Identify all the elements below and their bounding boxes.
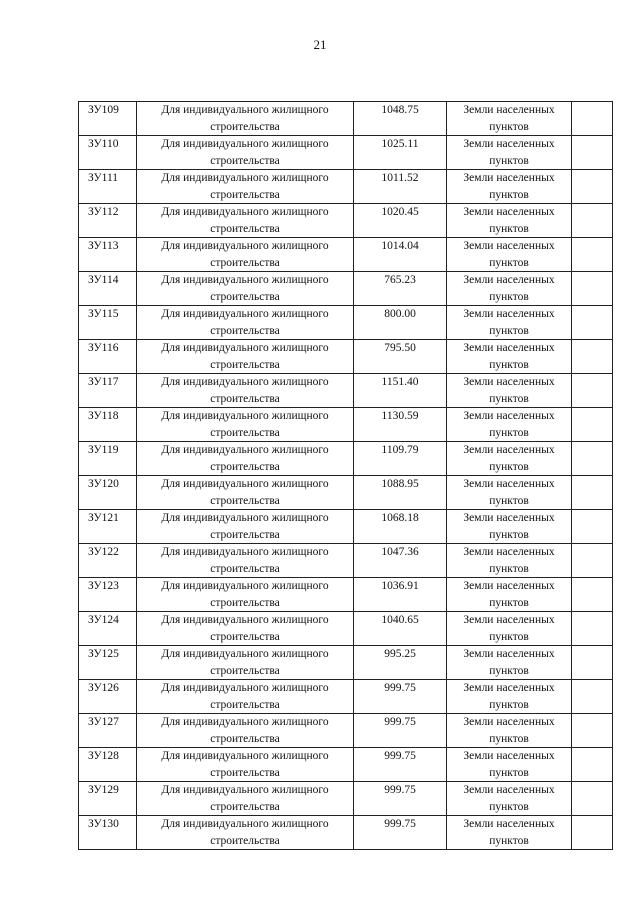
- land-category-line-2: пунктов: [489, 154, 529, 167]
- land-category-line-1: Земли населенных: [463, 444, 555, 456]
- plot-area-cell: 1011.52: [354, 170, 447, 204]
- permitted-use-cell: [137, 816, 354, 850]
- table-row: [79, 170, 613, 204]
- plot-code-cell: ЗУ129: [79, 782, 137, 816]
- empty-cell: [572, 714, 613, 748]
- empty-cell: [572, 544, 613, 578]
- permitted-use-line-2: строительства: [210, 732, 280, 745]
- plot-code-cell: ЗУ113: [79, 238, 137, 272]
- land-category-cell: [447, 544, 572, 578]
- table-row: [79, 680, 613, 714]
- plot-code-cell: ЗУ112: [79, 204, 137, 238]
- land-category-line-1: Земли населенных: [463, 818, 555, 830]
- permitted-use-line-1: Для индивидуального жилищного: [161, 308, 329, 320]
- land-category-cell: [447, 476, 572, 510]
- land-category-cell: [447, 306, 572, 340]
- table-row: [79, 136, 613, 170]
- plot-area-cell: 995.25: [354, 646, 447, 680]
- empty-cell: [572, 816, 613, 850]
- empty-cell: [572, 136, 613, 170]
- permitted-use-line-2: строительства: [210, 528, 280, 541]
- permitted-use-cell: [137, 612, 354, 646]
- land-category-cell: [447, 510, 572, 544]
- empty-cell: [572, 476, 613, 510]
- land-plots-table: [78, 101, 613, 850]
- permitted-use-line-2: строительства: [210, 426, 280, 439]
- empty-cell: [572, 272, 613, 306]
- permitted-use-line-1: Для индивидуального жилищного: [161, 750, 329, 762]
- land-category-line-1: Земли населенных: [463, 240, 555, 252]
- land-category-cell: [447, 578, 572, 612]
- table-row: [79, 238, 613, 272]
- permitted-use-cell: [137, 782, 354, 816]
- land-category-line-2: пунктов: [489, 596, 529, 609]
- land-category-cell: [447, 442, 572, 476]
- permitted-use-cell: [137, 578, 354, 612]
- land-category-cell: [447, 272, 572, 306]
- land-category-line-1: Земли населенных: [463, 138, 555, 150]
- permitted-use-cell: [137, 646, 354, 680]
- plot-area-cell: 1014.04: [354, 238, 447, 272]
- permitted-use-cell: [137, 204, 354, 238]
- land-category-cell: [447, 714, 572, 748]
- table-row: [79, 442, 613, 476]
- land-category-line-2: пунктов: [489, 732, 529, 745]
- table-row: [79, 510, 613, 544]
- permitted-use-line-2: строительства: [210, 222, 280, 235]
- table-row: [79, 272, 613, 306]
- plot-code-cell: ЗУ110: [79, 136, 137, 170]
- table-body: [79, 102, 613, 850]
- permitted-use-line-1: Для индивидуального жилищного: [161, 104, 329, 116]
- land-category-line-1: Земли населенных: [463, 206, 555, 218]
- empty-cell: [572, 340, 613, 374]
- land-category-cell: [447, 238, 572, 272]
- table-row: [79, 646, 613, 680]
- plot-code-cell: ЗУ120: [79, 476, 137, 510]
- permitted-use-line-1: Для индивидуального жилищного: [161, 648, 329, 660]
- land-category-cell: [447, 374, 572, 408]
- permitted-use-cell: [137, 136, 354, 170]
- empty-cell: [572, 578, 613, 612]
- plot-area-cell: 800.00: [354, 306, 447, 340]
- land-category-line-2: пунктов: [489, 494, 529, 507]
- permitted-use-line-1: Для индивидуального жилищного: [161, 716, 329, 728]
- land-category-line-2: пунктов: [489, 392, 529, 405]
- permitted-use-line-2: строительства: [210, 596, 280, 609]
- table-row: [79, 306, 613, 340]
- table-row: [79, 408, 613, 442]
- plot-area-cell: 999.75: [354, 680, 447, 714]
- plot-area-cell: 999.75: [354, 782, 447, 816]
- permitted-use-cell: [137, 714, 354, 748]
- permitted-use-line-2: строительства: [210, 460, 280, 473]
- table-row: [79, 748, 613, 782]
- land-category-line-1: Земли населенных: [463, 172, 555, 184]
- land-category-line-2: пунктов: [489, 120, 529, 133]
- plot-area-cell: 1040.65: [354, 612, 447, 646]
- table-row: [79, 340, 613, 374]
- plot-code-cell: ЗУ122: [79, 544, 137, 578]
- plot-code-cell: ЗУ123: [79, 578, 137, 612]
- permitted-use-cell: [137, 510, 354, 544]
- land-category-line-1: Земли населенных: [463, 614, 555, 626]
- land-category-line-2: пунктов: [489, 630, 529, 643]
- empty-cell: [572, 748, 613, 782]
- plot-code-cell: ЗУ111: [79, 170, 137, 204]
- permitted-use-cell: [137, 272, 354, 306]
- permitted-use-line-2: строительства: [210, 324, 280, 337]
- permitted-use-line-2: строительства: [210, 630, 280, 643]
- plot-area-cell: 1025.11: [354, 136, 447, 170]
- land-category-line-2: пунктов: [489, 698, 529, 711]
- empty-cell: [572, 782, 613, 816]
- land-plots-table-container: [78, 101, 608, 850]
- land-category-line-2: пунктов: [489, 800, 529, 813]
- permitted-use-line-2: строительства: [210, 188, 280, 201]
- permitted-use-line-1: Для индивидуального жилищного: [161, 682, 329, 694]
- plot-area-cell: 999.75: [354, 816, 447, 850]
- land-category-line-2: пунктов: [489, 426, 529, 439]
- permitted-use-line-1: Для индивидуального жилищного: [161, 818, 329, 830]
- plot-code-cell: ЗУ127: [79, 714, 137, 748]
- permitted-use-line-1: Для индивидуального жилищного: [161, 410, 329, 422]
- empty-cell: [572, 170, 613, 204]
- land-category-line-2: пунктов: [489, 256, 529, 269]
- permitted-use-cell: [137, 442, 354, 476]
- permitted-use-cell: [137, 306, 354, 340]
- permitted-use-line-1: Для индивидуального жилищного: [161, 342, 329, 354]
- permitted-use-cell: [137, 748, 354, 782]
- empty-cell: [572, 510, 613, 544]
- permitted-use-cell: [137, 340, 354, 374]
- plot-area-cell: 1109.79: [354, 442, 447, 476]
- plot-code-cell: ЗУ118: [79, 408, 137, 442]
- permitted-use-cell: [137, 544, 354, 578]
- permitted-use-line-2: строительства: [210, 392, 280, 405]
- land-category-line-2: пунктов: [489, 528, 529, 541]
- land-category-cell: [447, 204, 572, 238]
- land-category-line-2: пунктов: [489, 460, 529, 473]
- empty-cell: [572, 442, 613, 476]
- permitted-use-line-2: строительства: [210, 494, 280, 507]
- permitted-use-cell: [137, 374, 354, 408]
- plot-area-cell: 765.23: [354, 272, 447, 306]
- plot-area-cell: 1047.36: [354, 544, 447, 578]
- plot-code-cell: ЗУ119: [79, 442, 137, 476]
- land-category-line-1: Земли населенных: [463, 104, 555, 116]
- land-category-line-1: Земли населенных: [463, 750, 555, 762]
- permitted-use-line-1: Для индивидуального жилищного: [161, 614, 329, 626]
- land-category-line-1: Земли населенных: [463, 682, 555, 694]
- plot-code-cell: ЗУ114: [79, 272, 137, 306]
- permitted-use-cell: [137, 680, 354, 714]
- permitted-use-line-1: Для индивидуального жилищного: [161, 478, 329, 490]
- permitted-use-cell: [137, 102, 354, 136]
- plot-area-cell: 999.75: [354, 714, 447, 748]
- plot-code-cell: ЗУ125: [79, 646, 137, 680]
- plot-area-cell: 1020.45: [354, 204, 447, 238]
- permitted-use-line-2: строительства: [210, 358, 280, 371]
- plot-area-cell: 1088.95: [354, 476, 447, 510]
- plot-area-cell: 1036.91: [354, 578, 447, 612]
- land-category-line-2: пунктов: [489, 358, 529, 371]
- empty-cell: [572, 374, 613, 408]
- land-category-cell: [447, 646, 572, 680]
- permitted-use-line-1: Для индивидуального жилищного: [161, 274, 329, 286]
- land-category-cell: [447, 170, 572, 204]
- table-row: [79, 612, 613, 646]
- plot-area-cell: 1130.59: [354, 408, 447, 442]
- permitted-use-line-1: Для индивидуального жилищного: [161, 512, 329, 524]
- empty-cell: [572, 646, 613, 680]
- plot-code-cell: ЗУ116: [79, 340, 137, 374]
- land-category-line-2: пунктов: [489, 766, 529, 779]
- land-category-cell: [447, 612, 572, 646]
- plot-code-cell: ЗУ126: [79, 680, 137, 714]
- table-row: [79, 714, 613, 748]
- land-category-cell: [447, 748, 572, 782]
- empty-cell: [572, 612, 613, 646]
- land-category-line-1: Земли населенных: [463, 342, 555, 354]
- permitted-use-line-2: строительства: [210, 800, 280, 813]
- plot-code-cell: ЗУ130: [79, 816, 137, 850]
- land-category-line-1: Земли населенных: [463, 376, 555, 388]
- table-row: [79, 544, 613, 578]
- table-row: [79, 374, 613, 408]
- plot-area-cell: 1048.75: [354, 102, 447, 136]
- land-category-line-2: пунктов: [489, 664, 529, 677]
- permitted-use-cell: [137, 238, 354, 272]
- table-row: [79, 102, 613, 136]
- plot-area-cell: 1068.18: [354, 510, 447, 544]
- permitted-use-line-1: Для индивидуального жилищного: [161, 138, 329, 150]
- empty-cell: [572, 408, 613, 442]
- empty-cell: [572, 204, 613, 238]
- land-category-line-2: пунктов: [489, 290, 529, 303]
- land-category-line-1: Земли населенных: [463, 274, 555, 286]
- table-row: [79, 578, 613, 612]
- plot-area-cell: 1151.40: [354, 374, 447, 408]
- land-category-line-1: Земли населенных: [463, 784, 555, 796]
- permitted-use-line-2: строительства: [210, 154, 280, 167]
- land-category-cell: [447, 680, 572, 714]
- land-category-line-2: пунктов: [489, 834, 529, 847]
- permitted-use-line-1: Для индивидуального жилищного: [161, 444, 329, 456]
- permitted-use-line-2: строительства: [210, 834, 280, 847]
- permitted-use-line-2: строительства: [210, 256, 280, 269]
- land-category-line-1: Земли населенных: [463, 648, 555, 660]
- permitted-use-line-2: строительства: [210, 120, 280, 133]
- land-category-line-2: пунктов: [489, 222, 529, 235]
- permitted-use-line-2: строительства: [210, 766, 280, 779]
- plot-code-cell: ЗУ124: [79, 612, 137, 646]
- permitted-use-line-1: Для индивидуального жилищного: [161, 376, 329, 388]
- table-row: [79, 476, 613, 510]
- permitted-use-cell: [137, 170, 354, 204]
- empty-cell: [572, 102, 613, 136]
- land-category-cell: [447, 816, 572, 850]
- permitted-use-line-1: Для индивидуального жилищного: [161, 546, 329, 558]
- permitted-use-line-1: Для индивидуального жилищного: [161, 172, 329, 184]
- plot-code-cell: ЗУ128: [79, 748, 137, 782]
- land-category-cell: [447, 782, 572, 816]
- land-category-line-1: Земли населенных: [463, 478, 555, 490]
- land-category-cell: [447, 408, 572, 442]
- table-row: [79, 782, 613, 816]
- plot-code-cell: ЗУ109: [79, 102, 137, 136]
- permitted-use-cell: [137, 408, 354, 442]
- permitted-use-line-1: Для индивидуального жилищного: [161, 580, 329, 592]
- plot-area-cell: 795.50: [354, 340, 447, 374]
- land-category-line-1: Земли населенных: [463, 410, 555, 422]
- empty-cell: [572, 238, 613, 272]
- land-category-cell: [447, 340, 572, 374]
- plot-code-cell: ЗУ121: [79, 510, 137, 544]
- permitted-use-line-1: Для индивидуального жилищного: [161, 784, 329, 796]
- plot-code-cell: ЗУ115: [79, 306, 137, 340]
- land-category-line-2: пунктов: [489, 324, 529, 337]
- plot-code-cell: ЗУ117: [79, 374, 137, 408]
- plot-area-cell: 999.75: [354, 748, 447, 782]
- land-category-cell: [447, 136, 572, 170]
- land-category-cell: [447, 102, 572, 136]
- land-category-line-2: пунктов: [489, 562, 529, 575]
- table-row: [79, 816, 613, 850]
- permitted-use-line-2: строительства: [210, 698, 280, 711]
- permitted-use-cell: [137, 476, 354, 510]
- table-row: [79, 204, 613, 238]
- land-category-line-1: Земли населенных: [463, 716, 555, 728]
- permitted-use-line-2: строительства: [210, 664, 280, 677]
- permitted-use-line-1: Для индивидуального жилищного: [161, 206, 329, 218]
- land-category-line-1: Земли населенных: [463, 308, 555, 320]
- permitted-use-line-2: строительства: [210, 562, 280, 575]
- permitted-use-line-1: Для индивидуального жилищного: [161, 240, 329, 252]
- land-category-line-1: Земли населенных: [463, 546, 555, 558]
- empty-cell: [572, 680, 613, 714]
- land-category-line-1: Земли населенных: [463, 580, 555, 592]
- permitted-use-line-2: строительства: [210, 290, 280, 303]
- land-category-line-2: пунктов: [489, 188, 529, 201]
- land-category-line-1: Земли населенных: [463, 512, 555, 524]
- page-number: 21: [313, 37, 327, 52]
- empty-cell: [572, 306, 613, 340]
